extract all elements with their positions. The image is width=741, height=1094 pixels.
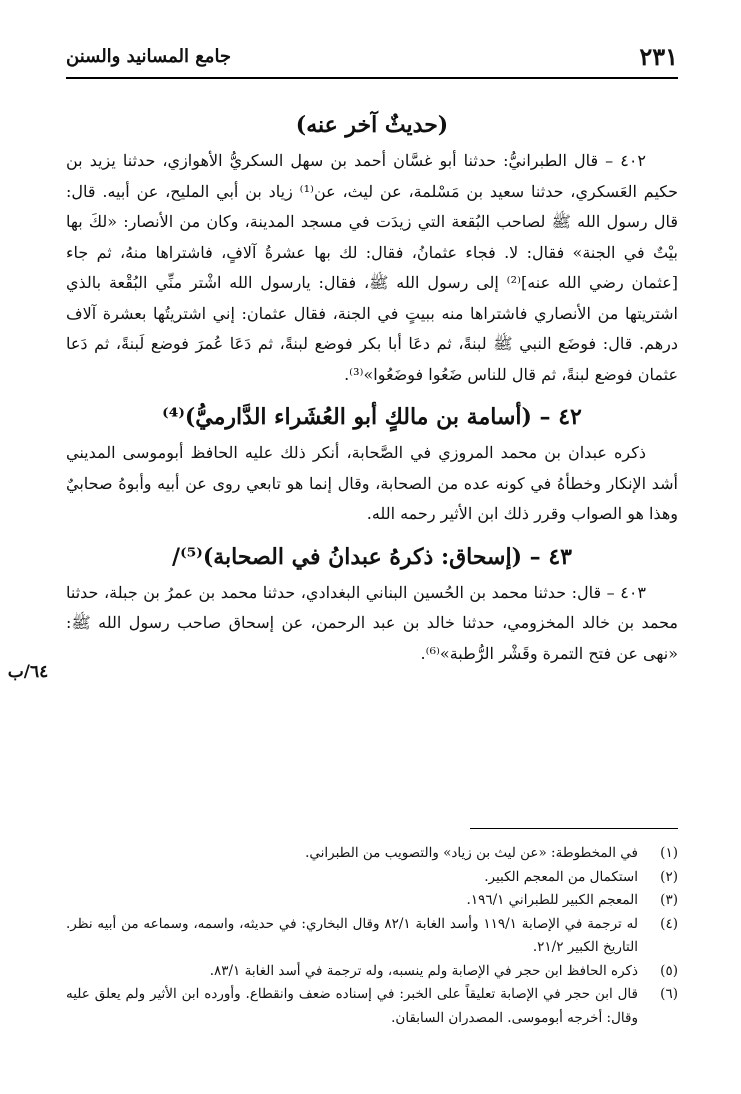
footnotes [66,842,678,1030]
commentary-paragraph: ذكره عبدان بن محمد المروزي في الصَّحابة، أنكر ذلك عليه الحافظ أبوموسى المديني أشد الإنكار وخطأهُ في كونه عده من الصحابة، وقال إنما هو تابعي روى عن أبيه وأبوهُ صحابيٌ وهذا هو الصواب وقرر ذلك ابن الأثير رحمه الله. [66,443,678,523]
footnote-number: (٦) [660,986,678,1002]
hadith-paragraph: ٤٠٣ – قال: حدثنا محمد بن الحُسين البناني البغدادي، حدثنا محمد بن عمرُ بن جبلة، حدثنا محمد بن خالد المخزومي، حدثنا خالد بن عبد الرحمن، عن إسحاق صاحب رسول الله ﷺ: «نهى عن فتح التمرة وقَشْر الرُّطبة»⁽⁶⁾. [66,582,678,663]
section-heading: ٤٢ – (أسامة بن مالكٍ أبو العُشَراء الدَّارميُّ)⁽⁴⁾ [162,404,582,430]
footnote [66,889,678,913]
footnote-number: (٥) [660,962,678,979]
footnote-text: قال ابن حجر في الإصابة تعليقاً على الخبر: في إسناده ضعف وانقطاع. وأورده ابن الأثير ولم يعلق عليه وقال: أخرجه أبوموسى. المصدران السابقان. [66,986,638,1026]
margin-folio-note: ٦٤/ب [7,662,49,682]
footnote-text: في المخطوطة: «عن ليث بن زياد» والتصويب من الطبراني. [305,845,638,861]
footnote-text: استكمال من المعجم الكبير. [484,868,638,885]
footnote-text: له ترجمة في الإصابة ١١٩/١ وأسد الغابة ٨٢/١ وقال البخاري: في حديثه، واسمه، وسماعه من أبيه نظر. التاريخ الكبير ٢١/٢. [66,915,638,955]
footnote [66,913,678,960]
running-title: جامع المسانيد والسنن [66,45,232,67]
footnote-text: ذكره الحافظ ابن حجر في الإصابة ولم ينسبه، وله ترجمة في أسد الغابة ٨٣/١. [209,962,638,979]
main-text [66,98,678,669]
footnote [66,960,678,984]
footnote [66,842,678,866]
footnote-number: (١) [660,845,678,861]
footnote-number: (٢) [660,868,678,885]
footnote [66,866,678,890]
footnote-number: (٤) [660,915,678,932]
page-number: ٢٣١ [639,41,678,71]
section-heading: ٤٣ – (إسحاق: ذكرهُ عبدانُ في الصحابة)⁽⁵⁾/ [172,543,572,570]
footnote [66,983,678,1030]
footnote-number: (٣) [660,892,678,908]
footnote-divider [470,828,678,829]
header-rule [66,77,678,79]
page-header [66,40,678,72]
hadith-paragraph: ٤٠٢ – قال الطبرانيُّ: حدثنا أبو غسَّان أحمد بن سهل السكريُّ الأهوازي، حدثنا يزيد بن حكيم العَسكري، حدثنا سعيد بن مَسْلمة، عن ليث، عن⁽¹⁾ زياد بن أبي المليح، عن أبيه. قال: قال رسول الله ﷺ لصاحب البُقعة التي زيدَت في مسجد المدينة، وكان من الأنصار: «لكَ بها بيْتٌ في الجنة» فقال: لا. فجاء عثمانُ، فقال: لك بها عشرةُ آلافٍ، فاشتراها منهُ، ثم جاء [عثمان رضي الله عنه]⁽²⁾ إلى رسول الله ﷺ، فقال: يارسول الله اشْتر منِّي البُقْعة بالذي اشتريتها من الأنصاري فاشتراها منه ببيتٍ في الجنة، فقال عثمان: إني اشتريتُها بعشرة آلاف درهم. قال: فوضَع النبي ﷺ لبنةً، ثم دعَا أبا بكر فوضع لبنةً، ثم دَعَا عُمرَ فوضع لَبنةً، ثم دَعا عثمان فوضع لبنةً، ثم قال للناس ضَعُوا فوضَعُوا»⁽³⁾. [66,151,679,384]
section-heading: (حديثٌ آخر عنه) [295,112,449,138]
footnote-text: المعجم الكبير للطبراني ١٩٦/١. [466,892,638,908]
